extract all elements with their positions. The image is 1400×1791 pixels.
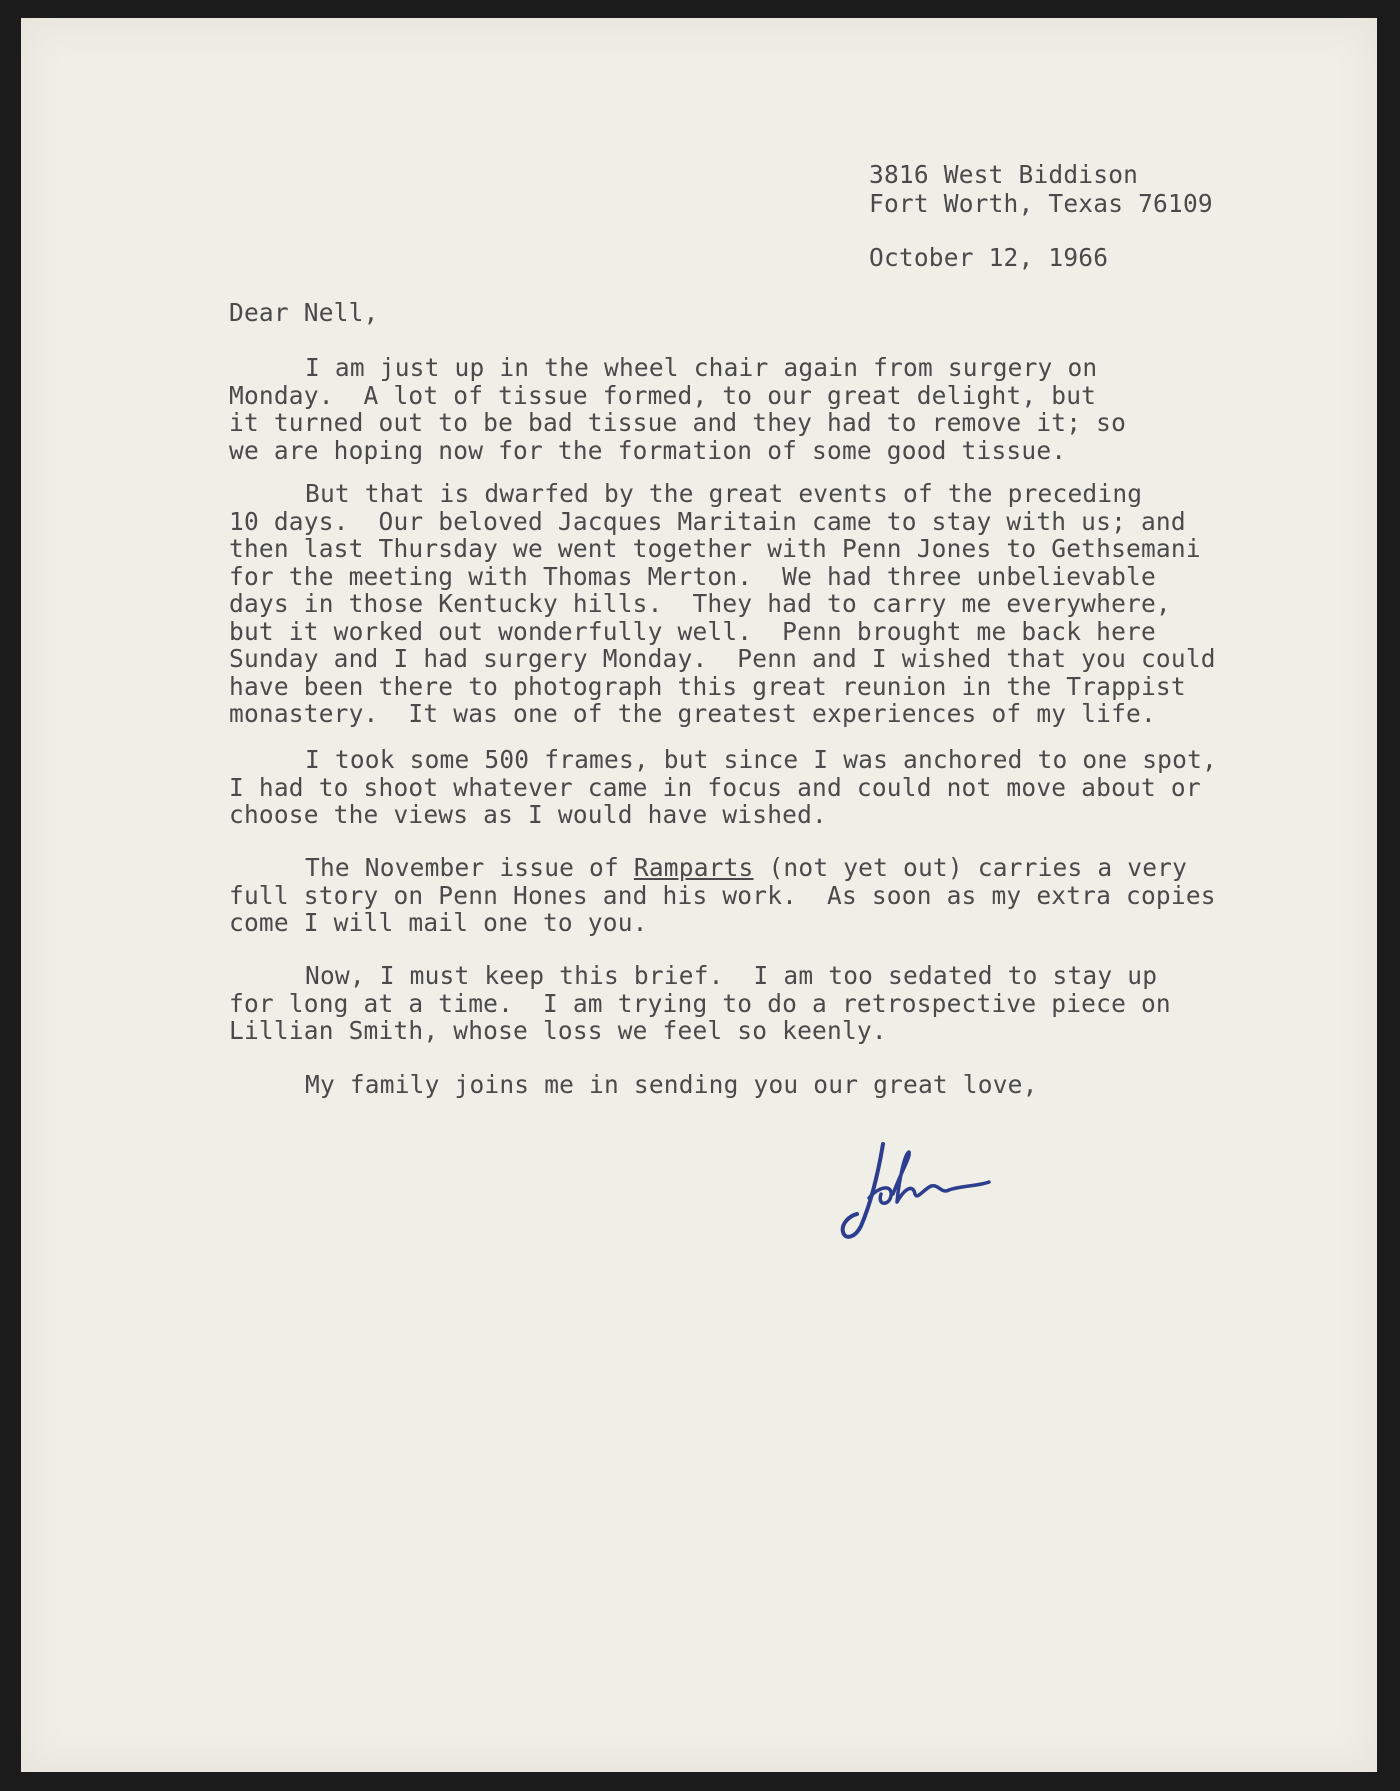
paragraph-line: I had to shoot whatever came in focus and could not move about or: [229, 772, 1201, 802]
paragraph-line: I took some 500 frames, but since I was anchored to one spot,: [305, 745, 1217, 774]
paragraph-line: I am just up in the wheel chair again from surgery on: [305, 353, 1098, 382]
paragraph-line: Now, I must keep this brief. I am too sedated to stay up: [305, 961, 1158, 990]
paragraph-3: [229, 746, 1349, 829]
paragraph-line: full story on Penn Hones and his work. As soon as my extra copies: [229, 880, 1216, 910]
paragraph-line: choose the views as I would have wished.: [229, 800, 828, 829]
letter-date: October 12, 1966: [869, 243, 1109, 272]
paragraph-line: for long at a time. I am trying to do a retrospective piece on: [229, 988, 1171, 1018]
paragraph-line: then last Thursday we went together with Penn Jones to Gethsemani: [229, 534, 1201, 563]
salutation: Dear Nell,: [229, 298, 379, 327]
paragraph-1: [229, 354, 1349, 464]
paragraph-line: days in those Kentucky hills. They had to carry me everywhere,: [229, 589, 1171, 618]
paragraph-line: 10 days. Our beloved Jacques Maritain came to stay with us; and: [229, 506, 1186, 536]
paragraph-line: Sunday and I had surgery Monday. Penn and I wished that you could: [229, 644, 1216, 673]
handwritten-signature: [839, 1128, 1019, 1248]
paragraph-5: [229, 962, 1349, 1045]
address-line-2: Fort Worth, Texas 76109: [869, 189, 1213, 218]
paragraph-line: have been there to photograph this great reunion in the Trappist: [229, 671, 1186, 701]
address-line-1: 3816 West Biddison: [869, 160, 1139, 189]
paragraph-line: we are hoping now for the formation of some good tissue.: [229, 435, 1067, 465]
paragraph-line: Lillian Smith, whose loss we feel so keenly.: [229, 1016, 887, 1045]
paragraph-line: but it worked out wonderfully well. Penn brought me back here: [229, 616, 1156, 646]
sender-address: [869, 160, 1213, 218]
paragraph-line: Monday. A lot of tissue formed, to our great delight, but: [229, 380, 1097, 410]
paragraph-4: [229, 854, 1349, 937]
closing-line: My family joins me in sending you our great love,: [305, 1070, 1038, 1099]
magazine-title: Ramparts: [633, 853, 754, 882]
paragraph-line: [229, 854, 1349, 882]
letter-page: [21, 18, 1377, 1772]
paragraph-text: The November issue of: [305, 853, 634, 882]
paragraph-text: (not yet out) carries a very: [753, 853, 1188, 882]
paragraph-line: for the meeting with Thomas Merton. We had three unbelievable: [229, 561, 1156, 591]
paragraph-line: But that is dwarfed by the great events of the preceding: [305, 479, 1143, 508]
paragraph-2: [229, 480, 1349, 728]
paragraph-line: come I will mail one to you.: [229, 908, 648, 937]
paragraph-line: monastery. It was one of the greatest experiences of my life.: [229, 699, 1156, 728]
paragraph-line: it turned out to be bad tissue and they had to remove it; so: [229, 408, 1127, 437]
